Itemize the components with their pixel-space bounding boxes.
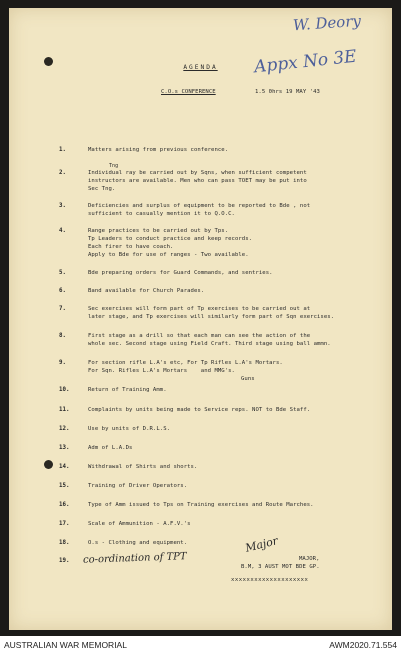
item-number: 13.: [59, 445, 70, 451]
item-line: Scale of Ammunition - A.F.V.'s: [88, 521, 191, 527]
item-line: Bde preparing orders for Guard Commands, and sentries.: [88, 270, 273, 276]
footer-bar: [0, 636, 401, 653]
struck-out-line: xxxxxxxxxxxxxxxxxxxx: [231, 577, 309, 583]
item-line: Sec Tng.: [88, 186, 116, 192]
handwritten-item: co-ordination of TPT: [82, 551, 187, 566]
margin-note: Tng: [109, 163, 119, 169]
item-number: 5.: [59, 270, 66, 276]
item-line: Guns: [241, 376, 255, 382]
page-title: AGENDA: [183, 64, 218, 71]
item-line: Apply to Bde for use of ranges - Two available.: [88, 252, 249, 258]
footer-accession: AWM2020.71.554: [329, 640, 397, 650]
handwritten-name: W. Deory: [292, 11, 362, 35]
item-number: 11.: [59, 407, 70, 413]
signature: Major: [243, 534, 280, 555]
item-line: For Sqn. Rifles L.A's Mortars and MMG's.: [88, 368, 235, 374]
conference-title: C.O.s CONFERENCE: [161, 89, 216, 95]
item-number: 12.: [59, 426, 70, 432]
item-number: 18.: [59, 540, 70, 546]
item-line: Deficiencies and surplus of equipment to be reported to Bde , not: [88, 203, 311, 209]
item-number: 16.: [59, 502, 70, 508]
handwritten-appendix: Appx No 3E: [253, 46, 358, 78]
item-number: 3.: [59, 203, 66, 209]
conference-time: 1.5 0hrs 19 MAY '43: [255, 89, 320, 95]
document-page: [9, 8, 392, 630]
item-line: Withdrawal of Shirts and shorts.: [88, 464, 198, 470]
item-number: 10.: [59, 387, 70, 393]
item-line: instructors are available. Men who can pass TOET may be put into: [88, 178, 307, 184]
footer-credit: AUSTRALIAN WAR MEMORIAL: [4, 640, 127, 650]
item-line: For section rifle L.A's etc, For Tp Rifles L.A's Mortars.: [88, 360, 283, 366]
item-line: Each firer to have coach.: [88, 244, 174, 250]
item-line: First stage as a drill so that each man can see the action of the: [88, 333, 311, 339]
item-number: 15.: [59, 483, 70, 489]
item-line: Band available for Church Parades.: [88, 288, 205, 294]
item-line: O.s - Clothing and equipment.: [88, 540, 188, 546]
item-number: 6.: [59, 288, 66, 294]
item-line: later stage, and Tp exercises will similarly form part of Sqn exercises.: [88, 314, 335, 320]
item-number: 17.: [59, 521, 70, 527]
signoff-unit: B.M, 3 AUST MOT BDE GP.: [241, 564, 320, 570]
item-line: Adm of L.A.Ds: [88, 445, 133, 451]
item-line: Return of Training Amm.: [88, 387, 167, 393]
item-line: Use by units of D.R.L.S.: [88, 426, 171, 432]
item-number: 4.: [59, 228, 66, 234]
item-line: Complaints by units being made to Service reps. NOT to Bde Staff.: [88, 407, 311, 413]
item-number: 19.: [59, 558, 70, 564]
signoff-rank: MAJOR,: [299, 556, 320, 562]
item-number: 2.: [59, 170, 66, 176]
item-line: Range practices to be carried out by Tps.: [88, 228, 229, 234]
item-line: Tp Leaders to conduct practice and keep records.: [88, 236, 253, 242]
item-line: Type of Amm issued to Tps on Training exercises and Route Marches.: [88, 502, 314, 508]
punch-hole: [44, 460, 53, 469]
item-number: 1.: [59, 147, 66, 153]
item-line: whole sec. Second stage using Field Craft. Third stage using ball ammn.: [88, 341, 331, 347]
item-number: 8.: [59, 333, 66, 339]
item-number: 7.: [59, 306, 66, 312]
item-line: Individual ray be carried out by Sqns, when sufficient competent: [88, 170, 307, 176]
item-number: 9.: [59, 360, 66, 366]
item-line: Matters arising from previous conference.: [88, 147, 229, 153]
item-line: Training of Driver Operators.: [88, 483, 188, 489]
item-line: Sec exercises will form part of Tp exercises to be carried out at: [88, 306, 311, 312]
item-line: sufficient to casually mention it to Q.O.C.: [88, 211, 235, 217]
item-number: 14.: [59, 464, 70, 470]
